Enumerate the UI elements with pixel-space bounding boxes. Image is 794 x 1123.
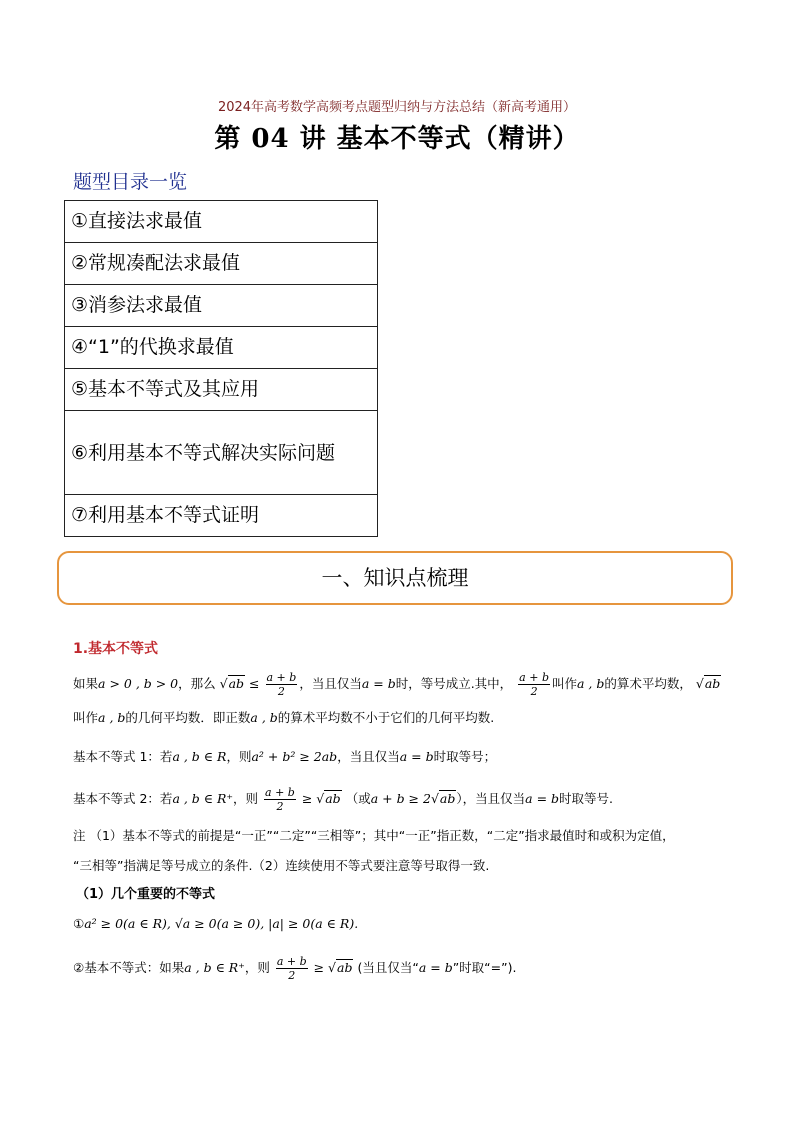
math-ab: a , b [577,676,605,691]
text: 叫作 [551,676,577,691]
text: ，那么 [178,676,216,691]
text: （或 [345,791,371,806]
text: ，则 [244,960,270,975]
text: ，则 [233,791,259,806]
text: ），当且仅当 [456,791,526,806]
text: ，当且仅当 [299,676,362,691]
math-eq: a = b [525,791,560,806]
formula-am-ge-gm: $\frac{a + b}{2}$ ≥ √ab [265,786,341,813]
math-ab: a , b [98,710,126,725]
math-formula: a² ≥ 0(a ∈ R), √a ≥ 0(a ≥ 0), |a| ≥ 0(a ∈ R). [84,916,359,931]
text: ，当且仅当 [337,749,400,764]
text: 基本不等式 2：若 [73,791,173,806]
text: 的算术平均数不小于它们的几何平均数. [277,710,495,725]
text: 基本不等式 1：若 [73,749,173,764]
toc-item: ⑥利用基本不等式解决实际问题 [65,411,378,495]
paragraph-definition-2 [73,708,494,728]
toc-table [64,200,378,537]
math-cond: a , b ∈ R [172,749,227,764]
text: ① [73,916,85,931]
text: ②基本不等式：如果 [73,960,185,975]
section-banner [57,551,733,605]
inequality-list-2 [73,955,516,982]
series-title: 2024年高考数学高频考点题型归纳与方法总结（新高考通用） [217,100,577,115]
math-cond: a > 0 , b > 0 [98,676,179,691]
toc-item: ⑦利用基本不等式证明 [65,495,378,537]
paragraph-definition-1 [73,671,721,698]
page-title: 第 04 讲 基本不等式（精讲） [214,124,580,154]
text: 的算术平均数， [604,676,692,691]
toc-item: ①直接法求最值 [65,201,378,243]
toc-heading: 题型目录一览 [73,171,188,193]
math-ab: a , b [250,710,278,725]
basic-inequality-1 [73,747,496,767]
toc-item: ③消参法求最值 [65,285,378,327]
toc-item: ②常规凑配法求最值 [65,243,378,285]
text: ”时取“=”). [452,960,517,975]
toc-item: ⑤基本不等式及其应用 [65,369,378,411]
math-formula: a² + b² ≥ 2ab [251,749,338,764]
subheading-important-inequalities: （1）几个重要的不等式 [76,887,216,902]
formula-am: $\frac{a + b}{2}$ [519,671,549,698]
text: 时取等号. [559,791,614,806]
text: 时取等号； [433,749,497,764]
text: (当且仅当“ [357,960,419,975]
text: 如果 [73,676,99,691]
formula-gm: √ab [695,676,721,691]
text: ，则 [226,749,252,764]
text: 的几何平均数．即正数 [125,710,251,725]
note-line-2: “三相等”指满足等号成立的条件.（2）连续使用不等式要注意等号取得一致. [73,858,490,873]
math-eq: a = b [361,676,396,691]
formula-am-ge-gm: $\frac{a + b}{2}$ ≥ √ab [276,955,353,982]
text: 叫作 [73,710,99,725]
formula-sum-ge: a + b ≥ 2√ab [370,791,456,806]
math-eq: a = b [418,960,453,975]
formula-gm-le-am: √ab ≤ $\frac{a + b}{2}$ [219,671,297,698]
math-eq: a = b [399,749,434,764]
text: 时，等号成立.其中， [395,676,513,691]
inequality-list-1 [73,914,358,934]
math-cond: a , b ∈ R⁺ [184,960,245,975]
math-cond: a , b ∈ R⁺ [172,791,234,806]
knowledge-heading: 1.基本不等式 [73,641,159,657]
toc-item: ④“1”的代换求最值 [65,327,378,369]
note-line-1: 注 （1）基本不等式的前提是“一正”“二定”“三相等”；其中“一正”指正数，“二定”指求最值时和或积为定值， [73,828,675,843]
basic-inequality-2 [73,786,613,813]
section-title: 一、知识点梳理 [321,566,469,590]
